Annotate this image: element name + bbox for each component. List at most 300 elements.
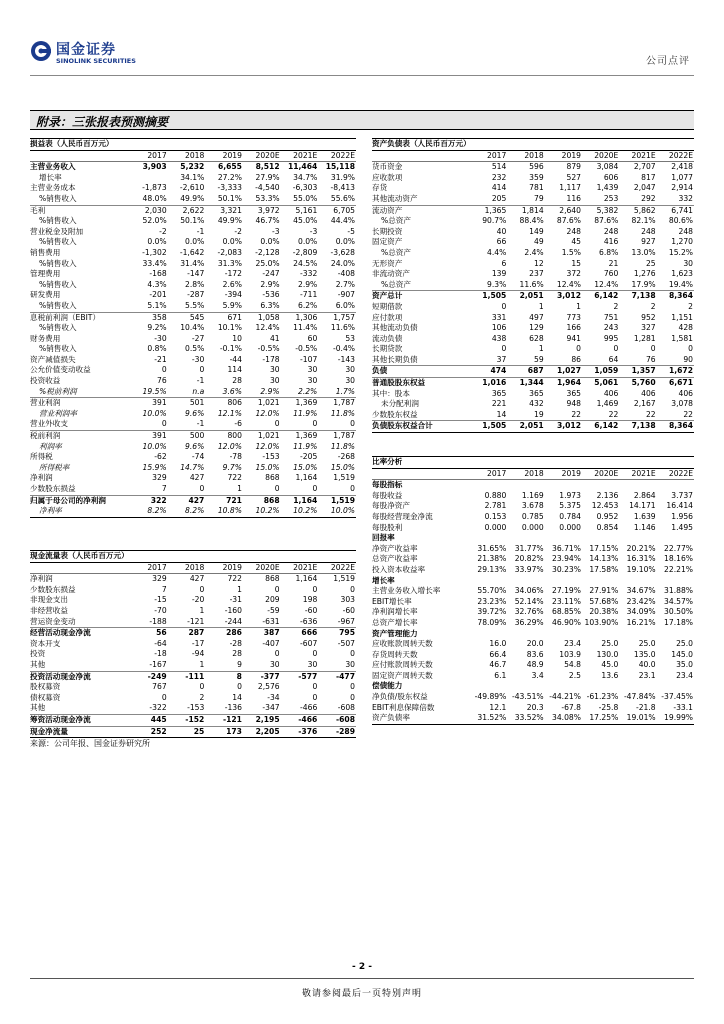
row-value: 1.495 bbox=[671, 522, 693, 532]
row-value: 12 bbox=[533, 258, 544, 268]
table-row bbox=[30, 334, 356, 345]
row-value: 20.3 bbox=[526, 702, 544, 712]
row-value: 0 bbox=[199, 682, 205, 692]
row-value: 12.1% bbox=[217, 408, 242, 418]
row-value: 24.0% bbox=[330, 258, 355, 268]
row-value: 628 bbox=[529, 333, 544, 343]
row-value: 21 bbox=[608, 258, 619, 268]
row-value: 23.4 bbox=[676, 670, 693, 680]
row-label: 每股经营现金净流 bbox=[372, 511, 433, 521]
row-value: 83.6 bbox=[526, 649, 544, 659]
table-row bbox=[30, 194, 356, 205]
row-value: 1,581 bbox=[671, 333, 693, 343]
row-value: -1,302 bbox=[142, 247, 167, 257]
row-value: 1.146 bbox=[633, 522, 656, 532]
row-value: 0.000 bbox=[559, 522, 581, 532]
table-title-row bbox=[372, 457, 694, 469]
row-value: 29.13% bbox=[477, 564, 507, 574]
row-value: 30 bbox=[683, 258, 693, 268]
table-row bbox=[372, 650, 694, 661]
row-value: -44 bbox=[229, 354, 242, 364]
table-row bbox=[30, 484, 356, 495]
row-value: 11.6% bbox=[519, 279, 544, 289]
table-row bbox=[30, 312, 356, 323]
row-value: 329 bbox=[152, 473, 167, 483]
row-value: 3,078 bbox=[671, 399, 693, 409]
row-label: 营业税金及附加 bbox=[30, 226, 84, 236]
row-value: -5 bbox=[347, 226, 355, 236]
table-row bbox=[30, 442, 356, 453]
row-label: 少数股东权益 bbox=[372, 409, 418, 419]
row-label: 其中：股本 bbox=[372, 388, 410, 398]
year-header-row bbox=[30, 562, 356, 574]
row-label: 营业外收支 bbox=[30, 419, 68, 429]
row-value: 205 bbox=[491, 193, 507, 203]
row-value: 16.414 bbox=[666, 501, 693, 511]
row-value: 1,672 bbox=[657, 366, 694, 378]
row-value: 2.9% bbox=[260, 279, 280, 289]
row-value: 1.5% bbox=[561, 247, 581, 257]
row-value: 1,964 bbox=[545, 378, 582, 389]
row-value: 6,741 bbox=[657, 205, 694, 216]
year-header-blank bbox=[372, 150, 470, 162]
row-value: 3,972 bbox=[243, 205, 281, 216]
year-header: 2021E bbox=[281, 150, 319, 162]
row-value: 20.0 bbox=[526, 639, 544, 649]
row-value: 0 bbox=[312, 419, 318, 429]
row-value: 0 bbox=[350, 584, 355, 594]
row-value: 30.23% bbox=[552, 564, 581, 574]
table-row bbox=[30, 585, 356, 596]
table-row bbox=[372, 639, 694, 650]
row-label: 资产减值损失 bbox=[30, 354, 76, 364]
row-value: 1,757 bbox=[318, 312, 356, 323]
row-value: 31.88% bbox=[664, 586, 693, 596]
row-value: 248 bbox=[678, 226, 693, 236]
row-value: 14.171 bbox=[629, 501, 656, 511]
row-value: 30 bbox=[269, 365, 280, 375]
row-value: 39.72% bbox=[477, 607, 507, 617]
row-value: 501 bbox=[168, 398, 206, 409]
row-value bbox=[619, 576, 656, 587]
table-row bbox=[30, 473, 356, 484]
row-value: 49.9% bbox=[180, 193, 205, 203]
row-value: 2,167 bbox=[633, 399, 656, 409]
row-value: 37 bbox=[496, 354, 507, 364]
row-value: 5.1% bbox=[147, 300, 167, 310]
row-value: 5,061 bbox=[582, 378, 619, 389]
row-value: 1 bbox=[576, 301, 581, 311]
row-value: 145.0 bbox=[671, 649, 693, 659]
row-value: 149 bbox=[529, 226, 544, 236]
table-row bbox=[30, 726, 356, 738]
row-value: 0 bbox=[274, 584, 280, 594]
row-value: 596 bbox=[529, 162, 544, 172]
row-value: 25.0 bbox=[676, 639, 693, 649]
row-value: 286 bbox=[205, 628, 243, 639]
row-value: 28 bbox=[232, 376, 242, 386]
row-value: 253 bbox=[603, 193, 619, 203]
row-value: 198 bbox=[302, 595, 318, 605]
row-value: 387 bbox=[243, 628, 281, 639]
row-value: 52.0% bbox=[142, 216, 167, 226]
table-row bbox=[30, 290, 356, 301]
year-header: 2017 bbox=[470, 468, 507, 480]
row-value: 0 bbox=[199, 484, 205, 493]
table-row bbox=[372, 660, 694, 671]
row-value: 358 bbox=[130, 312, 168, 323]
row-value: 1,519 bbox=[333, 473, 355, 483]
row-value: 0 bbox=[199, 365, 205, 375]
year-header: 2021E bbox=[281, 562, 319, 574]
row-value: 103.90% bbox=[584, 617, 619, 627]
row-value: 8.2% bbox=[168, 506, 206, 517]
row-value bbox=[657, 681, 694, 692]
table-row bbox=[372, 421, 694, 433]
row-label: 长期贷款 bbox=[372, 344, 403, 354]
row-value: 4.4% bbox=[487, 247, 507, 257]
table-row bbox=[372, 501, 694, 512]
row-value: 66.4 bbox=[489, 649, 507, 659]
row-label: 销售费用 bbox=[30, 247, 61, 257]
row-value: 19.99% bbox=[657, 713, 694, 724]
row-label: 资产负债率 bbox=[372, 713, 470, 724]
table-row bbox=[30, 387, 356, 398]
row-value: 1,469 bbox=[596, 399, 619, 409]
row-value: 806 bbox=[205, 398, 243, 409]
row-value: -247 bbox=[262, 269, 280, 279]
table-row bbox=[372, 259, 694, 270]
row-value: 87.6% bbox=[594, 216, 619, 226]
row-value: 2.8% bbox=[185, 279, 205, 289]
row-value: 3,321 bbox=[205, 205, 243, 216]
row-value: 2.864 bbox=[633, 490, 656, 500]
row-label: 利润率 bbox=[39, 441, 62, 451]
row-value: 78.09% bbox=[477, 617, 507, 627]
year-header: 2022E bbox=[657, 468, 694, 480]
row-value: 14.13% bbox=[589, 554, 619, 564]
row-value: -2,128 bbox=[255, 247, 280, 257]
table-row bbox=[372, 565, 694, 576]
row-label: 筹资活动现金净流 bbox=[30, 714, 130, 726]
row-value: 1,164 bbox=[295, 574, 318, 584]
row-label: 毛利 bbox=[30, 205, 130, 216]
row-value: 1,344 bbox=[507, 378, 544, 389]
row-label: 所得税 bbox=[30, 452, 53, 462]
row-label: 应付款项 bbox=[372, 312, 403, 322]
row-value: 948 bbox=[566, 399, 581, 409]
table-row bbox=[372, 269, 694, 280]
table-title-row bbox=[30, 139, 356, 151]
table-row bbox=[372, 399, 694, 410]
row-value: 33.52% bbox=[507, 713, 544, 724]
row-value: -60 bbox=[342, 605, 355, 615]
row-label: 公允价值变动收益 bbox=[30, 365, 91, 375]
row-value: 14 bbox=[232, 692, 242, 702]
row-value: 17.58% bbox=[589, 564, 619, 574]
table-row bbox=[372, 194, 694, 205]
row-value: 59 bbox=[533, 354, 544, 364]
row-value: 12.4% bbox=[556, 279, 581, 289]
table-row bbox=[372, 607, 694, 618]
row-value: 31.3% bbox=[217, 258, 242, 268]
year-header: 2018 bbox=[507, 468, 544, 480]
row-value: 0 bbox=[161, 365, 167, 375]
table-row bbox=[30, 355, 356, 366]
row-value: 13.6 bbox=[601, 670, 619, 680]
row-value: 606 bbox=[603, 172, 619, 182]
row-value: -607 bbox=[300, 638, 318, 648]
table-row bbox=[30, 649, 356, 660]
row-value: 1 bbox=[199, 605, 205, 615]
table-row bbox=[30, 248, 356, 259]
row-value: 0.784 bbox=[559, 511, 581, 521]
row-value: 0.0% bbox=[260, 237, 280, 247]
row-value: 1,077 bbox=[671, 172, 693, 182]
row-value: 49 bbox=[533, 237, 544, 247]
row-value: 232 bbox=[491, 172, 507, 182]
table-row bbox=[30, 660, 356, 671]
row-value: 0 bbox=[274, 484, 280, 493]
row-value: 50.1% bbox=[217, 193, 242, 203]
year-header: 2019 bbox=[205, 562, 243, 574]
row-value: 3.678 bbox=[521, 501, 544, 511]
row-value: 248 bbox=[641, 226, 656, 236]
row-value: 427 bbox=[168, 495, 206, 506]
row-value: 773 bbox=[566, 312, 581, 322]
row-value: 86 bbox=[571, 354, 581, 364]
row-value bbox=[507, 533, 544, 544]
row-value: -62 bbox=[154, 452, 167, 462]
row-value: 9.2% bbox=[147, 323, 167, 333]
row-value: -711 bbox=[300, 290, 318, 300]
row-value: 9 bbox=[237, 659, 242, 669]
row-value: -152 bbox=[168, 714, 206, 726]
row-value: 30 bbox=[345, 365, 355, 375]
row-value: 3.4 bbox=[531, 670, 544, 680]
row-value: 6.0% bbox=[335, 300, 355, 310]
row-value: -34 bbox=[267, 692, 280, 702]
year-header-row bbox=[372, 468, 694, 480]
row-value: -2 bbox=[234, 226, 242, 236]
row-value: 19.4% bbox=[668, 279, 693, 289]
table-row bbox=[30, 595, 356, 606]
row-value: 27.91% bbox=[589, 586, 619, 596]
row-value: -172 bbox=[224, 269, 242, 279]
row-value: -20 bbox=[191, 595, 205, 605]
row-value: -347 bbox=[262, 703, 280, 713]
row-value: 130.0 bbox=[596, 649, 619, 659]
row-value: 35.0 bbox=[676, 660, 693, 670]
row-value: 1,505 bbox=[470, 291, 507, 302]
table-row bbox=[372, 291, 694, 302]
row-label: 财务费用 bbox=[30, 333, 61, 343]
row-value: 40.0 bbox=[638, 660, 656, 670]
row-value: -6 bbox=[234, 419, 242, 429]
row-value: 53.3% bbox=[255, 193, 280, 203]
row-value: 25 bbox=[168, 726, 206, 738]
row-label: 总资产增长率 bbox=[372, 617, 418, 627]
row-value: 3.737 bbox=[671, 490, 693, 500]
table-row bbox=[30, 173, 356, 184]
row-label: 负债股东权益合计 bbox=[372, 421, 470, 433]
row-value bbox=[619, 533, 656, 544]
row-value: -4,540 bbox=[255, 183, 280, 193]
row-value: 34.1% bbox=[180, 172, 205, 182]
row-value: 90.7% bbox=[482, 216, 507, 226]
row-value: 15.0% bbox=[330, 462, 355, 472]
row-value: -1 bbox=[196, 419, 205, 429]
row-value: 23.23% bbox=[477, 596, 507, 606]
row-value: 322 bbox=[130, 495, 168, 506]
row-label: 存货 bbox=[372, 183, 388, 193]
company-logo bbox=[30, 38, 160, 68]
row-value: 0.5% bbox=[185, 344, 205, 354]
row-value: 722 bbox=[227, 473, 242, 483]
row-value: 5,232 bbox=[180, 162, 205, 172]
row-value: 6,142 bbox=[582, 291, 619, 302]
row-value: 1,151 bbox=[671, 312, 693, 322]
row-value: -507 bbox=[337, 638, 355, 648]
row-value: 10 bbox=[232, 333, 242, 343]
row-value: 3,084 bbox=[596, 162, 619, 172]
row-value: 0.0% bbox=[335, 237, 355, 247]
row-value: 23.1 bbox=[638, 670, 656, 680]
row-value: -21 bbox=[154, 354, 167, 364]
row-value: 2.781 bbox=[484, 501, 507, 511]
row-value: 1,369 bbox=[281, 431, 319, 442]
row-value: 500 bbox=[168, 431, 206, 442]
row-label: 投资 bbox=[30, 649, 46, 659]
row-value: 8 bbox=[205, 671, 243, 682]
row-value: 7 bbox=[161, 584, 167, 594]
row-value: 19.5% bbox=[142, 386, 167, 396]
row-label: 投资活动现金净流 bbox=[30, 671, 130, 682]
row-value: 55.0% bbox=[293, 193, 318, 203]
row-value: 1,505 bbox=[470, 421, 507, 433]
row-value: 3,903 bbox=[142, 162, 167, 172]
row-value: 1,164 bbox=[295, 473, 318, 483]
row-value: 0.785 bbox=[521, 511, 544, 521]
row-value: 25 bbox=[645, 258, 656, 268]
table-row bbox=[372, 173, 694, 184]
year-header: 2021E bbox=[619, 150, 656, 162]
row-value: 438 bbox=[491, 333, 507, 343]
table-row bbox=[30, 398, 356, 409]
table-row bbox=[372, 523, 694, 534]
table-row bbox=[30, 431, 356, 442]
row-label: 营运资金变动 bbox=[30, 616, 76, 626]
row-value: 5.5% bbox=[185, 300, 205, 310]
row-value: 30 bbox=[307, 365, 318, 375]
row-value: 0.880 bbox=[484, 490, 507, 500]
row-value: -477 bbox=[318, 671, 356, 682]
year-header: 2017 bbox=[130, 150, 168, 162]
row-value: 2 bbox=[199, 692, 205, 702]
table-row bbox=[372, 248, 694, 259]
year-header-row bbox=[30, 150, 356, 162]
row-label: 增长率 bbox=[372, 575, 395, 585]
row-value: -30 bbox=[154, 333, 167, 343]
row-value: 995 bbox=[603, 333, 619, 343]
row-value: 33.97% bbox=[514, 564, 544, 574]
disclaimer: 敬请参阅最后一页特别声明 bbox=[301, 989, 422, 999]
row-value: 879 bbox=[566, 162, 581, 172]
row-value: -15 bbox=[154, 595, 167, 605]
row-value: -1 bbox=[196, 226, 205, 236]
table-row bbox=[372, 618, 694, 629]
row-value bbox=[470, 576, 507, 587]
row-value: -322 bbox=[149, 703, 167, 713]
row-value: 1.956 bbox=[671, 511, 693, 521]
row-value: 12.4% bbox=[594, 279, 619, 289]
row-value: -0.4% bbox=[332, 344, 355, 354]
table-row bbox=[30, 269, 356, 280]
row-value: -111 bbox=[168, 671, 206, 682]
row-label: 负债 bbox=[372, 366, 470, 378]
row-value: 2,195 bbox=[243, 714, 281, 726]
row-value: 0.0% bbox=[185, 237, 205, 247]
row-label: 股权募资 bbox=[30, 682, 61, 692]
year-header: 2020E bbox=[582, 150, 619, 162]
row-label: 债权募资 bbox=[30, 692, 61, 702]
row-value: 34.09% bbox=[626, 607, 656, 617]
row-value: 1,357 bbox=[619, 366, 656, 378]
row-label: 主营业务成本 bbox=[30, 183, 76, 193]
row-value: -0.1% bbox=[219, 344, 242, 354]
row-value: 303 bbox=[340, 595, 355, 605]
row-value: 1 bbox=[538, 344, 544, 354]
table-row bbox=[372, 366, 694, 378]
row-value: 359 bbox=[529, 172, 544, 182]
row-value bbox=[507, 681, 544, 692]
table-row bbox=[30, 162, 356, 173]
row-label: 投资收益 bbox=[30, 376, 61, 386]
row-label: 无形资产 bbox=[372, 258, 403, 268]
row-value: 19 bbox=[533, 409, 544, 419]
row-value: 23.11% bbox=[552, 596, 581, 606]
row-value: -153 bbox=[262, 452, 280, 462]
row-label: EBIT增长率 bbox=[372, 596, 412, 606]
row-value: 221 bbox=[491, 399, 507, 409]
row-value: 1,623 bbox=[671, 269, 693, 279]
row-value: -408 bbox=[337, 269, 355, 279]
table-row bbox=[30, 344, 356, 355]
row-value: 76 bbox=[156, 376, 167, 386]
row-value: 0 bbox=[688, 344, 693, 354]
row-value: 1 bbox=[538, 301, 544, 311]
row-value: -59 bbox=[267, 605, 280, 615]
row-value: 66 bbox=[496, 237, 507, 247]
row-value: -636 bbox=[300, 616, 318, 626]
table-row bbox=[372, 681, 694, 692]
row-value: -178 bbox=[262, 354, 280, 364]
table-row bbox=[30, 452, 356, 463]
row-value: -47.84% bbox=[623, 692, 656, 702]
row-value: 31.65% bbox=[477, 543, 507, 553]
source-note: 来源：公司年报、国金证券研究所 bbox=[30, 739, 150, 748]
row-value: 2.136 bbox=[596, 490, 619, 500]
row-value: 6.1 bbox=[494, 670, 507, 680]
row-value: -332 bbox=[300, 269, 318, 279]
row-value: 17.9% bbox=[631, 279, 656, 289]
row-label: 应收款项 bbox=[372, 172, 403, 182]
table-row bbox=[30, 409, 356, 420]
table-row bbox=[372, 280, 694, 291]
row-value: -21.8 bbox=[635, 702, 656, 712]
row-value: -394 bbox=[224, 290, 242, 300]
row-value: -30 bbox=[191, 354, 205, 364]
